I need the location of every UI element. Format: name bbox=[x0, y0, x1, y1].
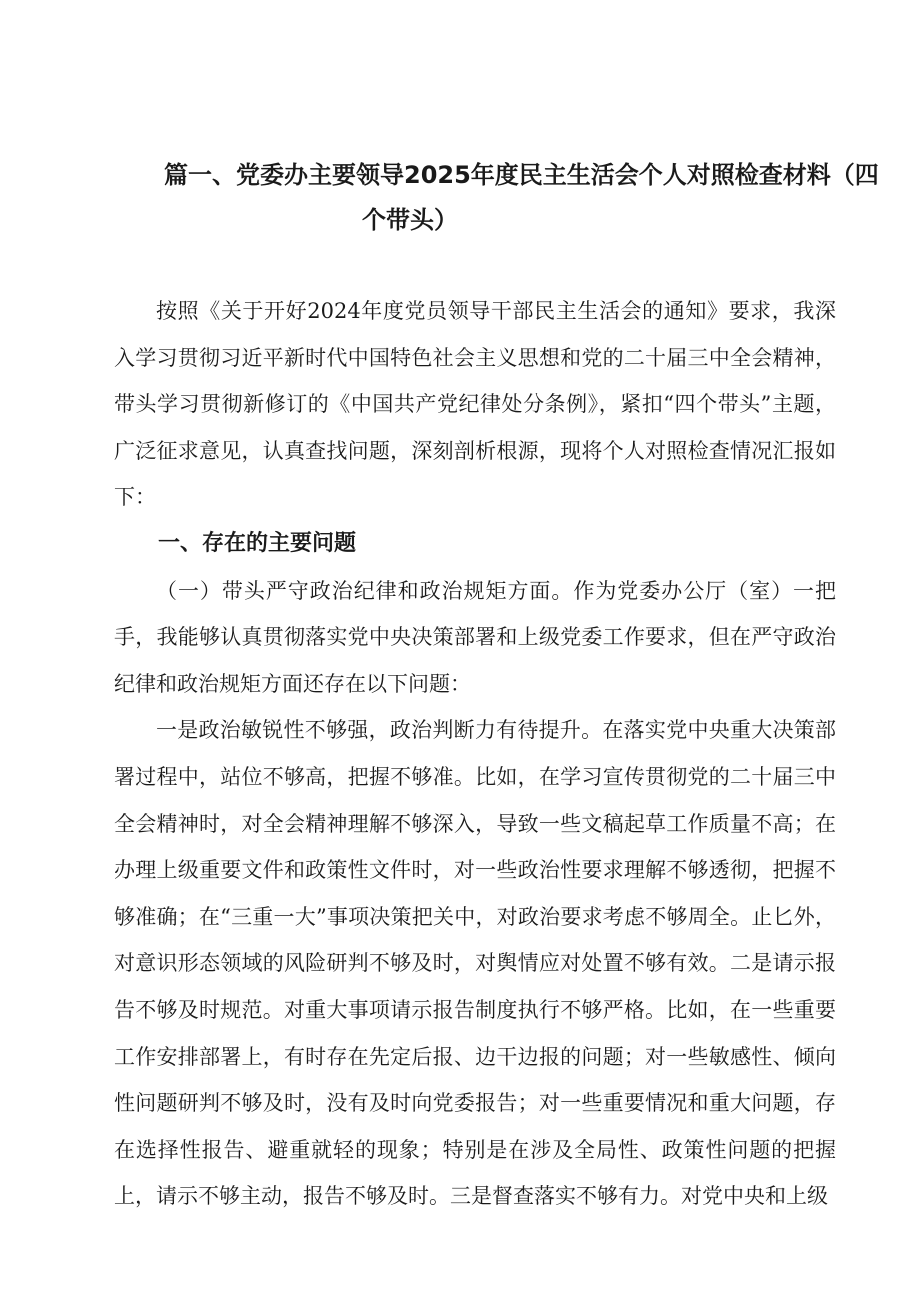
intro-paragraph: 按照《关于开好2024年度党员领导干部民主生活会的通知》要求，我深入学习贯彻习近平新时代中国特色社会主义思想和党的二十届三中全会精神，带头学习贯彻新修订的《中国共产党纪律处分条例》，紧扣“四个带头”主题，广泛征求意见，认真查找问题，深刻剖析根源，现将个人对照检查情况汇报如下： bbox=[114, 299, 836, 510]
document-title-line-1: 篇一、党委办主要领导2025年度民主生活会个人对照检查材料（四 bbox=[164, 161, 879, 189]
body-paragraph: 一是政治敏锐性不够强，政治判断力有待提升。在落实党中央重大决策部署过程中，站位不够高，把握不够准。比如，在学习宣传贯彻党的二十届三中全会精神时，对全会精神理解不够深入，导致一些文稿起草工作质量不高；在办理上级重要文件和政策性文件时，对一些政治性要求理解不够透彻，把握不够准确；在“三重一大”事项决策把关中，对政治要求考虑不够周全。止匕外，对意识形态领域的风险研判不够及时，对舆情应对处置不够有效。二是请示报告不够及时规范。对重大事项请示报告制度执行不够严格。比如，在一些重要工作安排部署上，有时存在先定后报、边干边报的问题；对一些敏感性、倾向性问题研判不够及时，没有及时向党委报告；对一些重要情况和重大问题，存在选择性报告、避重就轻的现象；特别是在涉及全局性、政策性问题的把握上，请示不够主动，报告不够及时。三是督查落实不够有力。对党中央和上级 bbox=[114, 718, 836, 1209]
document-title-line-2: 个带头） bbox=[362, 206, 458, 234]
document-body bbox=[114, 288, 836, 1220]
subsection-paragraph: （一）带头严守政治纪律和政治规矩方面。作为党委办公厅（室）一把手，我能够认真贯彻落实党中央决策部署和上级党委工作要求，但在严守政治纪律和政治规矩方面还存在以下问题： bbox=[114, 578, 836, 696]
section-heading: 一、存在的主要问题 bbox=[158, 530, 357, 556]
